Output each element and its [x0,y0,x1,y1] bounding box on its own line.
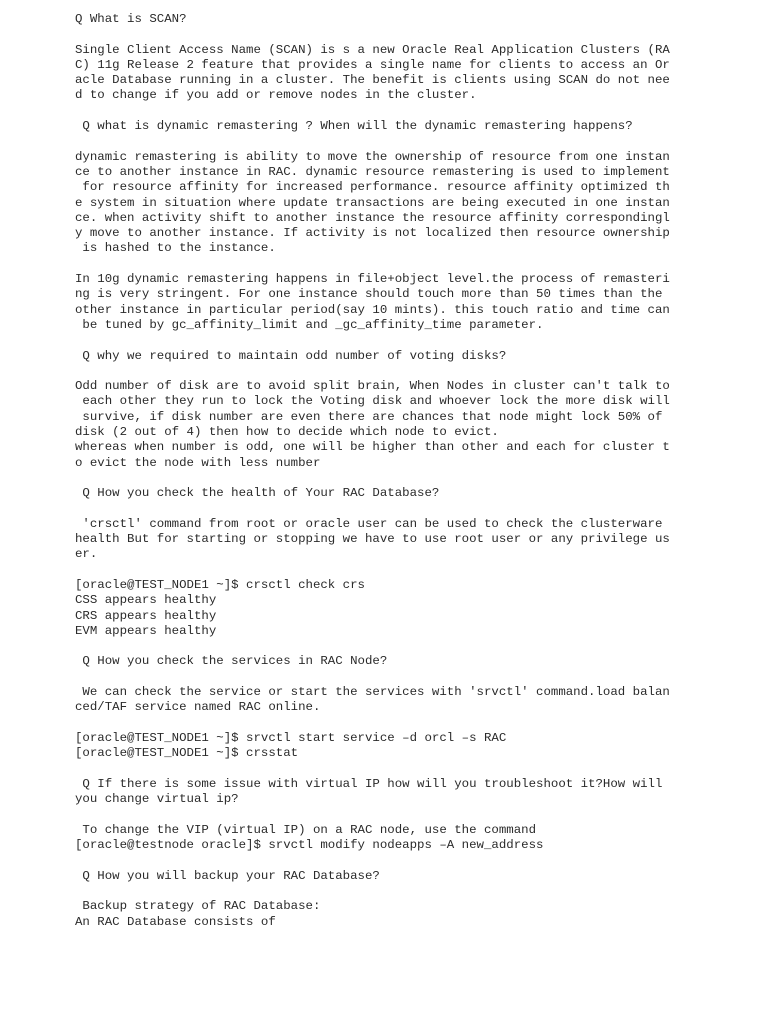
text-line: Q How you check the services in RAC Node? [75,654,388,669]
blank-line [75,333,695,348]
text-line: Backup strategy of RAC Database: [75,899,321,914]
text-line: ced/TAF service named RAC online. [75,700,321,715]
text-line: Q How you will backup your RAC Database? [75,868,380,883]
text-line: [oracle@TEST_NODE1 ~]$ crsctl check crs [75,577,365,592]
blank-line [75,471,695,486]
text-line: survive, if disk number are even there are chances that node might lock 50% of [75,409,663,424]
text-line: Q why we required to maintain odd number of voting disks? [75,348,507,363]
text-line: other instance in particular period(say 10 mints). this touch ratio and time can [75,302,670,317]
text-line: ng is very stringent. For one instance should touch more than 50 times than the [75,287,663,302]
text-line: Single Client Access Name (SCAN) is s a new Oracle Real Application Clusters (RA [75,42,670,57]
text-line: e system in situation where update transactions are being executed in one instan [75,195,670,210]
text-line: Q If there is some issue with virtual IP how will you troubleshoot it?How will [75,776,663,791]
text-line: for resource affinity for increased performance. resource affinity optimized th [75,180,670,195]
text-line: Q How you check the health of Your RAC Database? [75,486,440,501]
text-line: EVM appears healthy [75,623,217,638]
text-line: An RAC Database consists of [75,914,276,929]
blank-line [75,716,695,731]
blank-line [75,104,695,119]
text-line: CSS appears healthy [75,593,217,608]
blank-line [75,670,695,685]
text-line: 'crsctl' command from root or oracle user can be used to check the clusterware [75,516,663,531]
text-line: is hashed to the instance. [75,241,276,256]
text-line: [oracle@TEST_NODE1 ~]$ srvctl start service –d orcl –s RAC [75,730,507,745]
blank-line [75,257,695,272]
text-line: er. [75,547,98,562]
blank-line [75,807,695,822]
text-line: dynamic remastering is ability to move the ownership of resource from one instan [75,149,670,164]
text-line: ce. when activity shift to another instance the resource affinity correspondingl [75,210,670,225]
text-line: In 10g dynamic remastering happens in file+object level.the process of remasteri [75,272,670,287]
blank-line [75,364,695,379]
document-body [75,12,695,930]
blank-line [75,762,695,777]
text-line: d to change if you add or remove nodes in the cluster. [75,88,477,103]
blank-line [75,134,695,149]
text-line: y move to another instance. If activity is not localized then resource ownership [75,226,670,241]
text-line: Q what is dynamic remastering ? When will the dynamic remastering happens? [75,119,633,134]
text-line: C) 11g Release 2 feature that provides a single name for clients to access an Or [75,57,670,72]
text-line: o evict the node with less number [75,455,321,470]
text-line: disk (2 out of 4) then how to decide which node to evict. [75,425,499,440]
text-line: Odd number of disk are to avoid split brain, When Nodes in cluster can't talk to [75,379,670,394]
text-line: [oracle@testnode oracle]$ srvctl modify nodeapps –A new_address [75,838,544,853]
text-line: ce to another instance in RAC. dynamic resource remastering is used to implement [75,164,670,179]
text-line: Q What is SCAN? [75,12,187,26]
text-line: health But for starting or stopping we have to use root user or any privilege us [75,532,670,547]
blank-line [75,884,695,899]
blank-line [75,639,695,654]
text-line: whereas when number is odd, one will be higher than other and each for cluster t [75,440,670,455]
text-line: [oracle@TEST_NODE1 ~]$ crsstat [75,746,299,761]
text-line: you change virtual ip? [75,792,239,807]
text-line: CRS appears healthy [75,608,217,623]
text-line: We can check the service or start the services with 'srvctl' command.load balan [75,685,670,700]
blank-line [75,502,695,517]
blank-line [75,853,695,868]
blank-line [75,563,695,578]
blank-line [75,27,695,42]
text-line: To change the VIP (virtual IP) on a RAC node, use the command [75,822,537,837]
text-line: be tuned by gc_affinity_limit and _gc_affinity_time parameter. [75,317,544,332]
text-line: each other they run to lock the Voting disk and whoever lock the more disk will [75,394,670,409]
text-line: acle Database running in a cluster. The benefit is clients using SCAN do not nee [75,73,670,88]
